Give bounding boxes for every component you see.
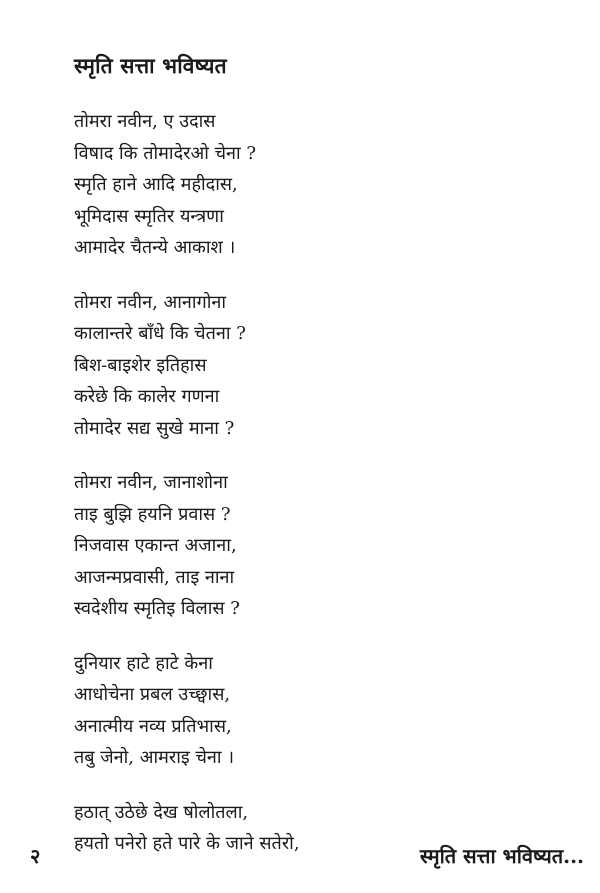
poem-line: स्वदेशीय स्मृतिइ विलास ? xyxy=(74,598,240,619)
poem-line: दुनियार हाटे हाटे केना xyxy=(74,652,213,674)
poem-line: करेछे कि कालेर गणना xyxy=(74,386,220,407)
stanza-2 xyxy=(74,287,514,445)
poem-body xyxy=(74,106,514,860)
poem-line: स्मृति हाने आदि महीदास, xyxy=(74,174,238,195)
poem-line: हठात् उठेछे देख षोलोतला, xyxy=(74,801,249,823)
poem-line: विषाद कि तोमादेरओ चेना ? xyxy=(74,142,257,164)
poem-line: आजन्मप्रवासी, ताइ नाना xyxy=(74,566,235,588)
poem-line: अनात्मीय नव्य प्रतिभास, xyxy=(74,715,232,737)
poem-line: बिश-बाइशेर इतिहास xyxy=(74,354,207,376)
poem-line: तोमरा नवीन, ए उदास xyxy=(74,111,216,132)
poem-line: भूमिदास स्मृतिर यन्त्रणा xyxy=(74,205,224,227)
stanza-4 xyxy=(74,648,514,774)
poem-line: तोमरा नवीन, आनागोना xyxy=(74,291,227,313)
page-footer xyxy=(0,836,600,876)
poem-line: आमादेर चैतन्ये आकाश । xyxy=(74,237,236,258)
poem-line: तोमादेर सद्य सुखे माना ? xyxy=(74,417,235,439)
page-number: २ xyxy=(30,844,41,868)
poem-line: कालान्तरे बाँधे कि चेतना ? xyxy=(74,323,246,344)
poem-title: स्मृति सत्ता भविष्यत xyxy=(74,53,227,78)
stanza-3 xyxy=(74,467,514,625)
stanza-1 xyxy=(74,106,514,264)
poem-line: निजवास एकान्त अजाना, xyxy=(74,535,237,556)
poem-line: तोमरा नवीन, जानाशोना xyxy=(74,472,228,493)
poem-line: हयतो पनेरो हते पारे के जाने सतेरो, xyxy=(74,833,300,854)
poem-line: आधोचेना प्रबल उच्छ्वास, xyxy=(74,684,231,705)
running-title: स्मृति सत्ता भविष्यत... xyxy=(419,844,584,868)
poem-line: ताइ बुझि हयनि प्रवास ? xyxy=(74,503,231,525)
poem-line: तबु जेनो, आमराइ चेना । xyxy=(74,747,235,768)
